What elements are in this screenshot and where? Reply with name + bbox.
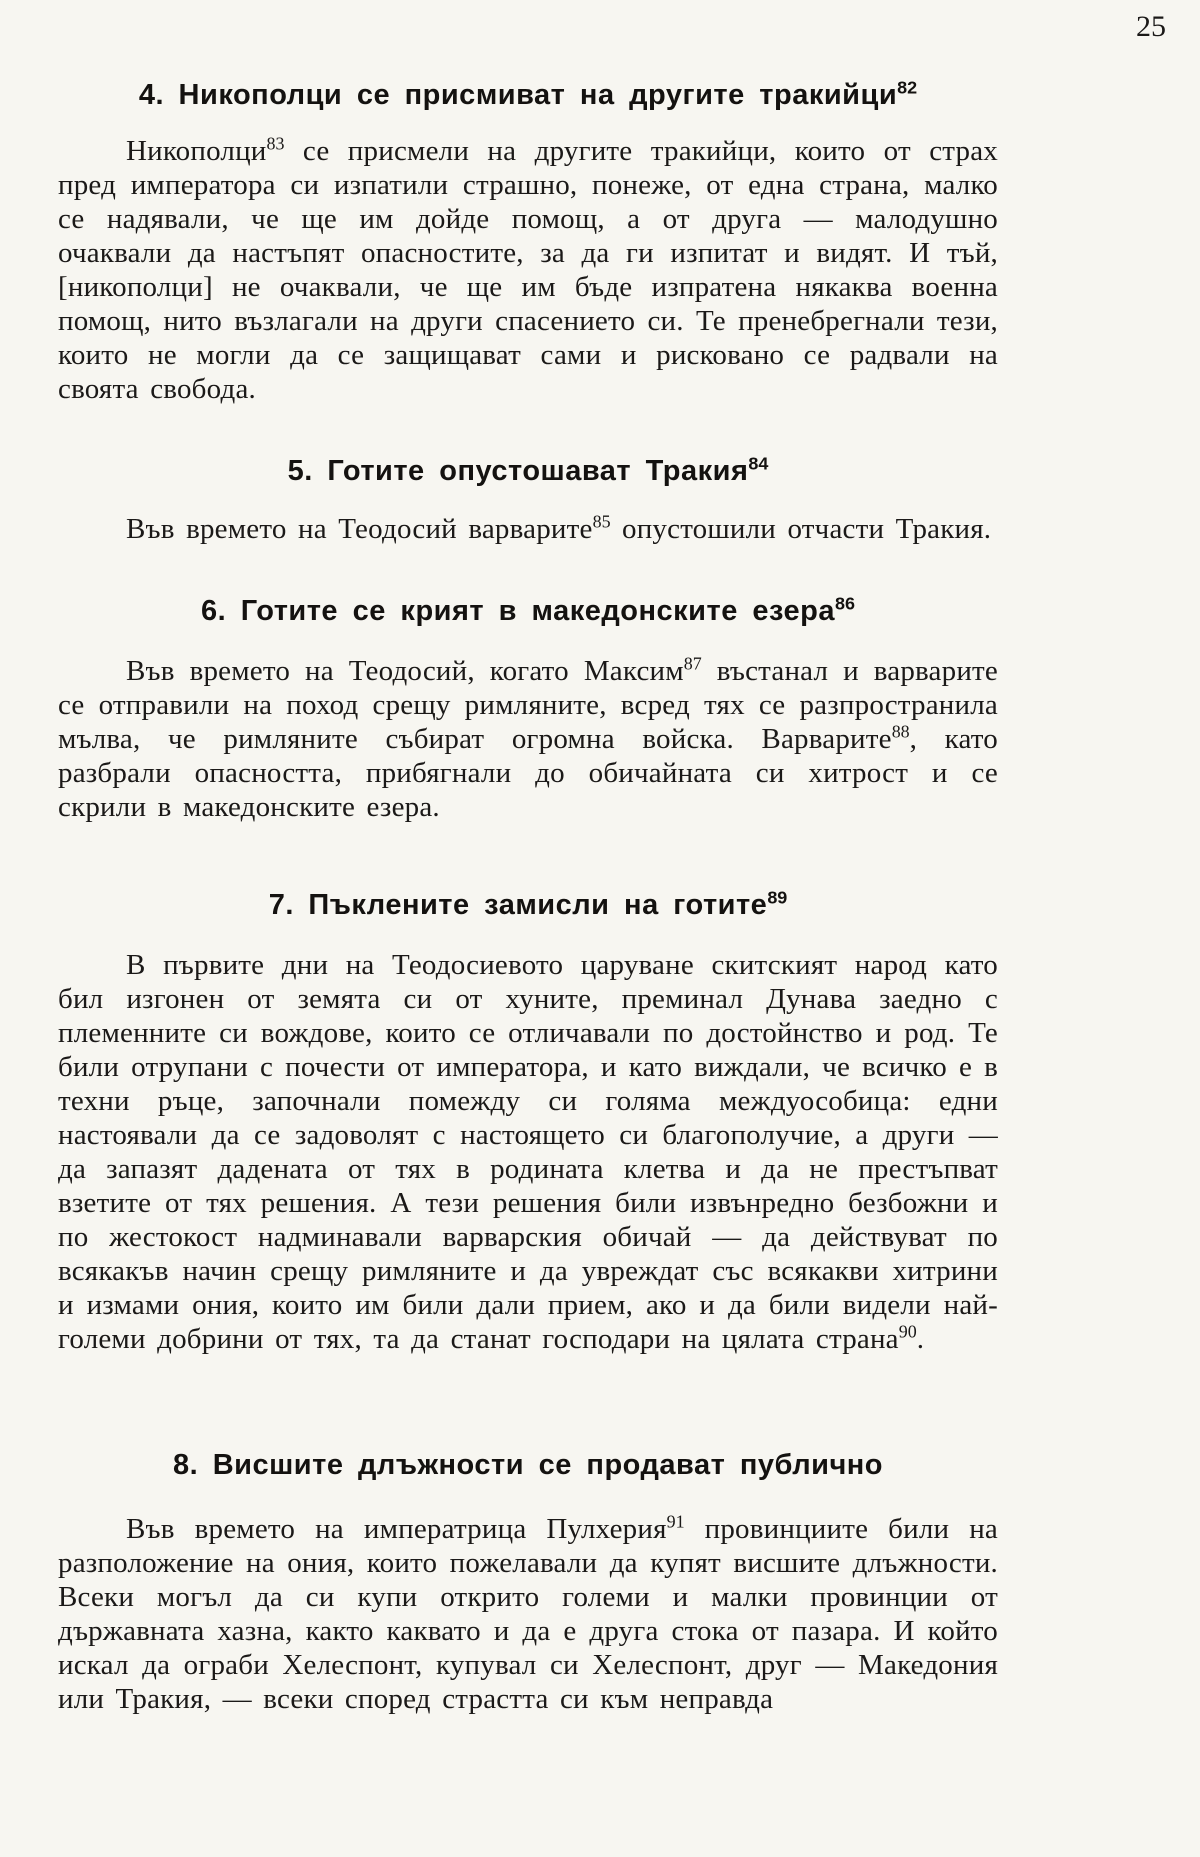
footnote-reference: 88 xyxy=(891,721,910,742)
section-visshite-dlyzhnosti xyxy=(58,1448,998,1716)
paragraph xyxy=(58,512,998,546)
section-heading xyxy=(58,888,998,922)
footnote-reference: 83 xyxy=(266,133,285,154)
paragraph-text: В първите дни на Теодосиевото царуване скитският народ като бил изгонен от земята си от хуните, преминал Дунава заедно с племенните си вождове, които се отличавали по достойнство и род. Те били отрупани с почести от императора, и като виждали, че всичко е в техни ръце, започнали помежду си голяма междуособица: едни настоявали да се задоволят с настоящето си благополучие, а други — да запазят дадената от тях в родината клетва и да не престъпват взетите от тях решения. А тези решения били извънредно безбожни и по жестокост надминавали варварския обичай — да действуват по всякакъв начин срещу римляните и да увреждат със всякакви хитрини и измами ония, които им били дали прием, ако и да били видели най-големи добрини от тях, та да станат господари на цялата страна xyxy=(58,949,998,1355)
section-heading xyxy=(58,594,998,628)
paragraph xyxy=(58,1512,998,1716)
paragraph-text: Във времето на Теодосий, когато Максим xyxy=(126,655,684,687)
paragraph-text: Във времето на императрица Пулхерия xyxy=(126,1513,667,1545)
footnote-reference: 89 xyxy=(767,887,788,908)
paragraph xyxy=(58,654,998,824)
paragraph-text: . xyxy=(916,1323,925,1355)
paragraph-text: въстанал и варварите се отправили на поход срещу римляните, всред тях се разпространила мълва, че римляните събират огромна войска. Варварите xyxy=(58,655,998,755)
paragraph-text: се присмели на другите тракийци, които от страх пред императора си изпатили страшно, понеже, от една страна, малко се надявали, че ще им дойде помощ, а от друга — малодушно очаквали да настъпят опасностите, за да ги изпитат и видят. И тъй, [никополци] не очаквали, че ще им бъде изпратена някаква военна помощ, нито възлагали на други спасението си. Те пренебрегнали тези, които не могли да се защищават сами и рисковано се радвали на своята свобода. xyxy=(58,135,998,405)
section-heading xyxy=(58,454,998,488)
paragraph-text: , като разбрали опасността, прибягнали до обичайната си хитрост и се скрили в македонските езера. xyxy=(58,723,998,823)
footnote-reference: 82 xyxy=(897,77,918,98)
section-gotite-opustoshavat xyxy=(58,454,998,546)
paragraph xyxy=(58,948,998,1356)
footnote-reference: 91 xyxy=(666,1511,685,1532)
heading-text: 4. Никополци се присмиват на другите тракийци xyxy=(138,79,898,111)
paragraph xyxy=(58,134,998,406)
footnote-reference: 90 xyxy=(898,1321,917,1342)
heading-text: 7. Пъклените замисли на готите xyxy=(268,889,768,921)
section-gotite-kriyat xyxy=(58,594,998,824)
section-nikopolci xyxy=(58,78,998,406)
footnote-reference: 87 xyxy=(683,653,702,674)
footnote-reference: 85 xyxy=(592,511,611,532)
paragraph-text: опустошили отчасти Тракия. xyxy=(610,513,992,545)
heading-text: 5. Готите опустошават Тракия xyxy=(287,455,749,487)
footnote-reference: 86 xyxy=(835,593,856,614)
section-heading xyxy=(58,1448,998,1482)
heading-text: 6. Готите се крият в македонските езера xyxy=(200,595,836,627)
page-number: 25 xyxy=(1136,10,1166,43)
heading-text: 8. Висшите длъжности се продават публично xyxy=(172,1449,884,1481)
paragraph-text: Никополци xyxy=(126,135,267,167)
paragraph-text: Във времето на Теодосий варварите xyxy=(126,513,593,545)
section-heading xyxy=(58,78,998,112)
paragraph-text: провинциите били на разположение на ония, които пожелавали да купят висшите длъжности. Всеки могъл да си купи открито големи и малки провинции от държавната хазна, както каквато и да е друга стока от пазара. И който искал да ограби Хелеспонт, купувал си Хелеспонт, друг — Македония или Тракия, — всеки според страстта си към неправда xyxy=(58,1513,998,1715)
footnote-reference: 84 xyxy=(748,453,769,474)
section-pyklenite-zamisli xyxy=(58,888,998,1356)
